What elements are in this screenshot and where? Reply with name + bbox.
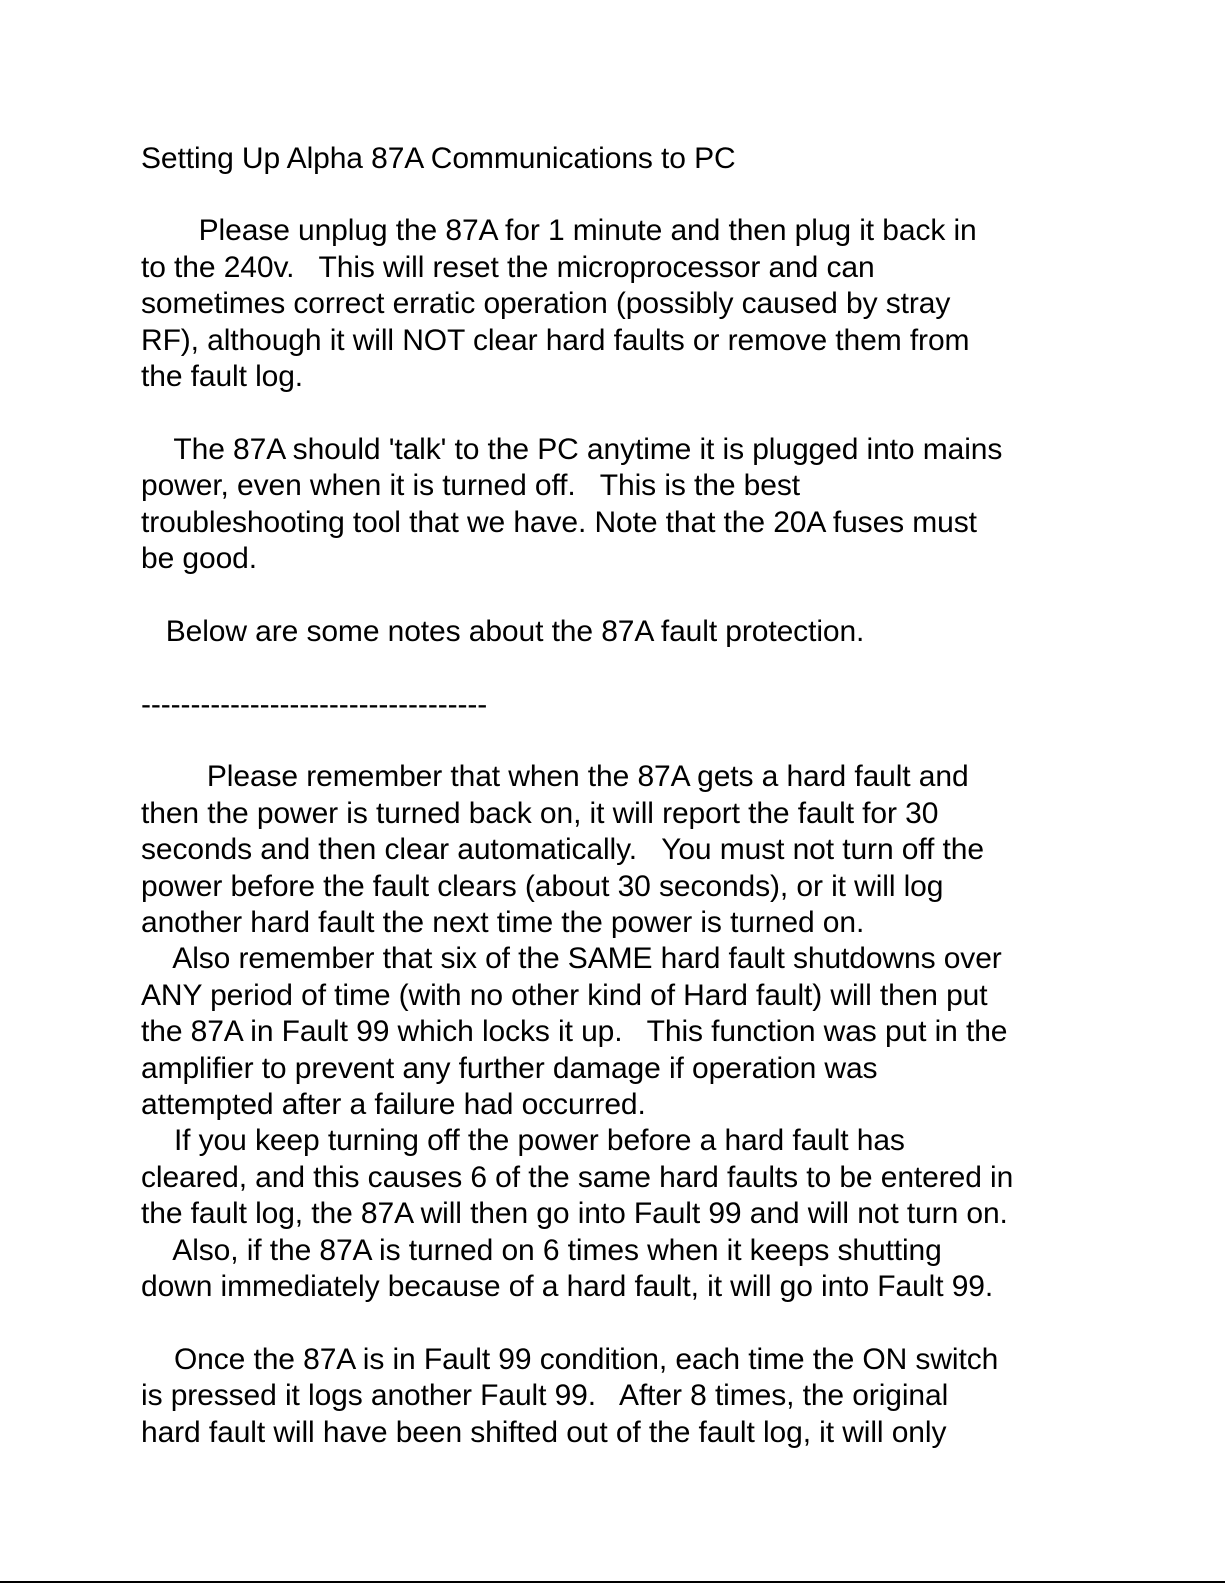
paragraph-line: amplifier to prevent any further damage if operation was: [141, 1052, 878, 1085]
paragraph-line: to the 240v. This will reset the microprocessor and can: [141, 251, 875, 284]
paragraph-line: cleared, and this causes 6 of the same hard faults to be entered in: [141, 1161, 1014, 1194]
paragraph-line: the fault log, the 87A will then go into Fault 99 and will not turn on.: [141, 1197, 1008, 1230]
paragraph-line: then the power is turned back on, it will report the fault for 30: [141, 797, 939, 830]
paragraph-line: power, even when it is turned off. This is the best: [141, 469, 800, 502]
paragraph-line: Also, if the 87A is turned on 6 times when it keeps shutting: [141, 1234, 942, 1267]
paragraph-line: Please remember that when the 87A gets a hard fault and: [141, 760, 969, 793]
paragraph-line: another hard fault the next time the power is turned on.: [141, 906, 865, 939]
paragraph-line: ANY period of time (with no other kind of Hard fault) will then put: [141, 979, 988, 1012]
page-bottom-border: [0, 1581, 1225, 1583]
paragraph-line: attempted after a failure had occurred.: [141, 1088, 646, 1121]
paragraph-line: RF), although it will NOT clear hard faults or remove them from: [141, 324, 970, 357]
paragraph-line: The 87A should 'talk' to the PC anytime it is plugged into mains: [141, 433, 1003, 466]
paragraph-line: Please unplug the 87A for 1 minute and then plug it back in: [141, 214, 977, 247]
paragraph-line: is pressed it logs another Fault 99. After 8 times, the original: [141, 1379, 949, 1412]
paragraph-line: the fault log.: [141, 360, 304, 393]
paragraph-line: the 87A in Fault 99 which locks it up. This function was put in the: [141, 1015, 1008, 1048]
paragraph-line: power before the fault clears (about 30 seconds), or it will log: [141, 870, 944, 903]
paragraph-line: sometimes correct erratic operation (possibly caused by stray: [141, 287, 951, 320]
paragraph-line: hard fault will have been shifted out of the fault log, it will only: [141, 1416, 947, 1449]
paragraph-line: down immediately because of a hard fault, it will go into Fault 99.: [141, 1270, 994, 1303]
paragraph-line: Once the 87A is in Fault 99 condition, each time the ON switch: [141, 1343, 999, 1376]
paragraph-line: troubleshooting tool that we have. Note that the 20A fuses must: [141, 506, 977, 539]
separator-line: -----------------------------------: [141, 688, 488, 721]
paragraph-line: If you keep turning off the power before a hard fault has: [141, 1124, 905, 1157]
document-title: Setting Up Alpha 87A Communications to PC: [141, 142, 736, 175]
paragraph-line: be good.: [141, 542, 257, 575]
paragraph-line: seconds and then clear automatically. You must not turn off the: [141, 833, 984, 866]
paragraph-line: Below are some notes about the 87A fault protection.: [141, 615, 865, 648]
paragraph-line: Also remember that six of the SAME hard fault shutdowns over: [141, 942, 1002, 975]
